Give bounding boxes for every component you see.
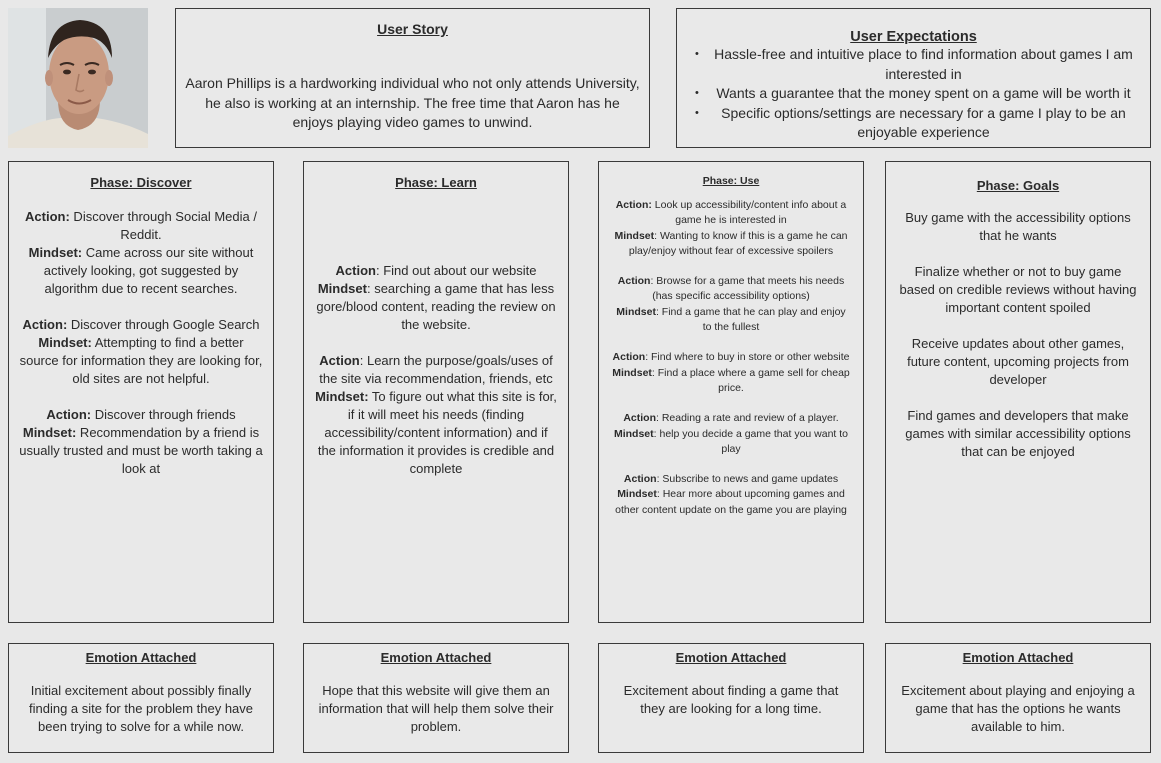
- expectation-item: • Wants a guarantee that the money spent on a game will be worth it: [699, 84, 1138, 104]
- user-expectations-box: [676, 8, 1151, 148]
- phase-goals-title: Phase: Goals: [976, 178, 1060, 193]
- emotion-text: Initial excitement about possibly finally finding a site for the problem they have been trying to solve for a while now.: [28, 683, 254, 734]
- phase-learn-block: Action: Find out about our website Mindset: searching a game that has less gore/blood content, reading the review on the website.: [316, 263, 556, 332]
- emotion-text: Excitement about finding a game that they are looking for a long time.: [623, 683, 839, 716]
- user-story-box: [175, 8, 650, 148]
- phase-use-box: [598, 161, 864, 623]
- phase-discover-block: Action: Discover through friends Mindset: Recommendation by a friend is usually trusted and must be worth taking a look at: [19, 407, 263, 476]
- goal-item: Finalize whether or not to buy game based on credible reviews without having important content spoiled: [899, 264, 1137, 315]
- persona-photo: [8, 8, 148, 148]
- goal-item: Find games and developers that make games with similar accessibility options that can be enjoyed: [905, 408, 1131, 459]
- emotion-title: Emotion Attached: [85, 650, 197, 665]
- phase-use-block: Action: Reading a rate and review of a player. Mindset: help you decide a game that you want to play: [613, 412, 849, 455]
- emotion-use-box: [598, 643, 864, 753]
- person-portrait-icon: [8, 8, 148, 148]
- emotion-text: Excitement about playing and enjoying a game that has the options he wants available to him.: [901, 683, 1135, 734]
- emotion-title: Emotion Attached: [380, 650, 492, 665]
- emotion-learn-box: [303, 643, 569, 753]
- user-story-title: User Story: [377, 21, 448, 37]
- phase-discover-title: Phase: Discover: [90, 175, 192, 190]
- emotion-title: Emotion Attached: [962, 650, 1074, 665]
- goal-item: Buy game with the accessibility options that he wants: [905, 210, 1131, 243]
- emotion-title: Emotion Attached: [675, 650, 787, 665]
- emotion-goals-box: [885, 643, 1151, 753]
- user-story-text: Aaron Phillips is a hardworking individual who not only attends University, he also is working at an internship. The free time that Aaron has he enjoys playing video games to unwind.: [185, 75, 640, 131]
- emotion-discover-box: [8, 643, 274, 753]
- phase-use-block: Action: Look up accessibility/content info about a game he is interested in Mindset: Wanting to know if this is a game he can play/enjoy without fear of excessive spoilers: [614, 199, 848, 257]
- phase-discover-box: [8, 161, 274, 623]
- phase-use-block: Action: Browse for a game that meets his needs (has specific accessibility options) Mindset: Find a game that he can play and enjoy to the fullest: [616, 275, 846, 334]
- phase-use-block: Action: Find where to buy in store or other website Mindset: Find a place where a game sell for cheap price.: [612, 351, 850, 394]
- user-expectations-list: [677, 45, 1150, 143]
- phase-discover-block: Action: Discover through Google Search Mindset: Attempting to find a better source for information they are looking for, old sites are not helpful.: [19, 317, 263, 386]
- phase-learn-title: Phase: Learn: [395, 175, 477, 190]
- expectation-item: • Hassle-free and intuitive place to find information about games I am interested in: [699, 45, 1138, 84]
- phase-learn-block: Action: Learn the purpose/goals/uses of the site via recommendation, friends, etc Mindset: To figure out what this site is for, if it will meet his needs (finding accessibility/content information) and if the information it provides is credible and complete: [315, 353, 557, 476]
- phase-goals-box: [885, 161, 1151, 623]
- user-expectations-title: User Expectations: [850, 29, 977, 45]
- emotion-text: Hope that this website will give them an information that will help them solve their problem.: [318, 683, 554, 734]
- phase-learn-box: [303, 161, 569, 623]
- phase-use-block: Action: Subscribe to news and game updates Mindset: Hear more about upcoming games and other content update on the game you are playing: [615, 473, 847, 516]
- goal-item: Receive updates about other games, future content, upcoming projects from developer: [907, 336, 1129, 387]
- phase-discover-block: Action: Discover through Social Media / Reddit. Mindset: Came across our site without actively looking, got suggested by algorithm due to recent searches.: [25, 209, 257, 296]
- expectation-item: • Specific options/settings are necessary for a game I play to be an enjoyable experience: [699, 104, 1138, 143]
- phase-use-title: Phase: Use: [702, 175, 760, 187]
